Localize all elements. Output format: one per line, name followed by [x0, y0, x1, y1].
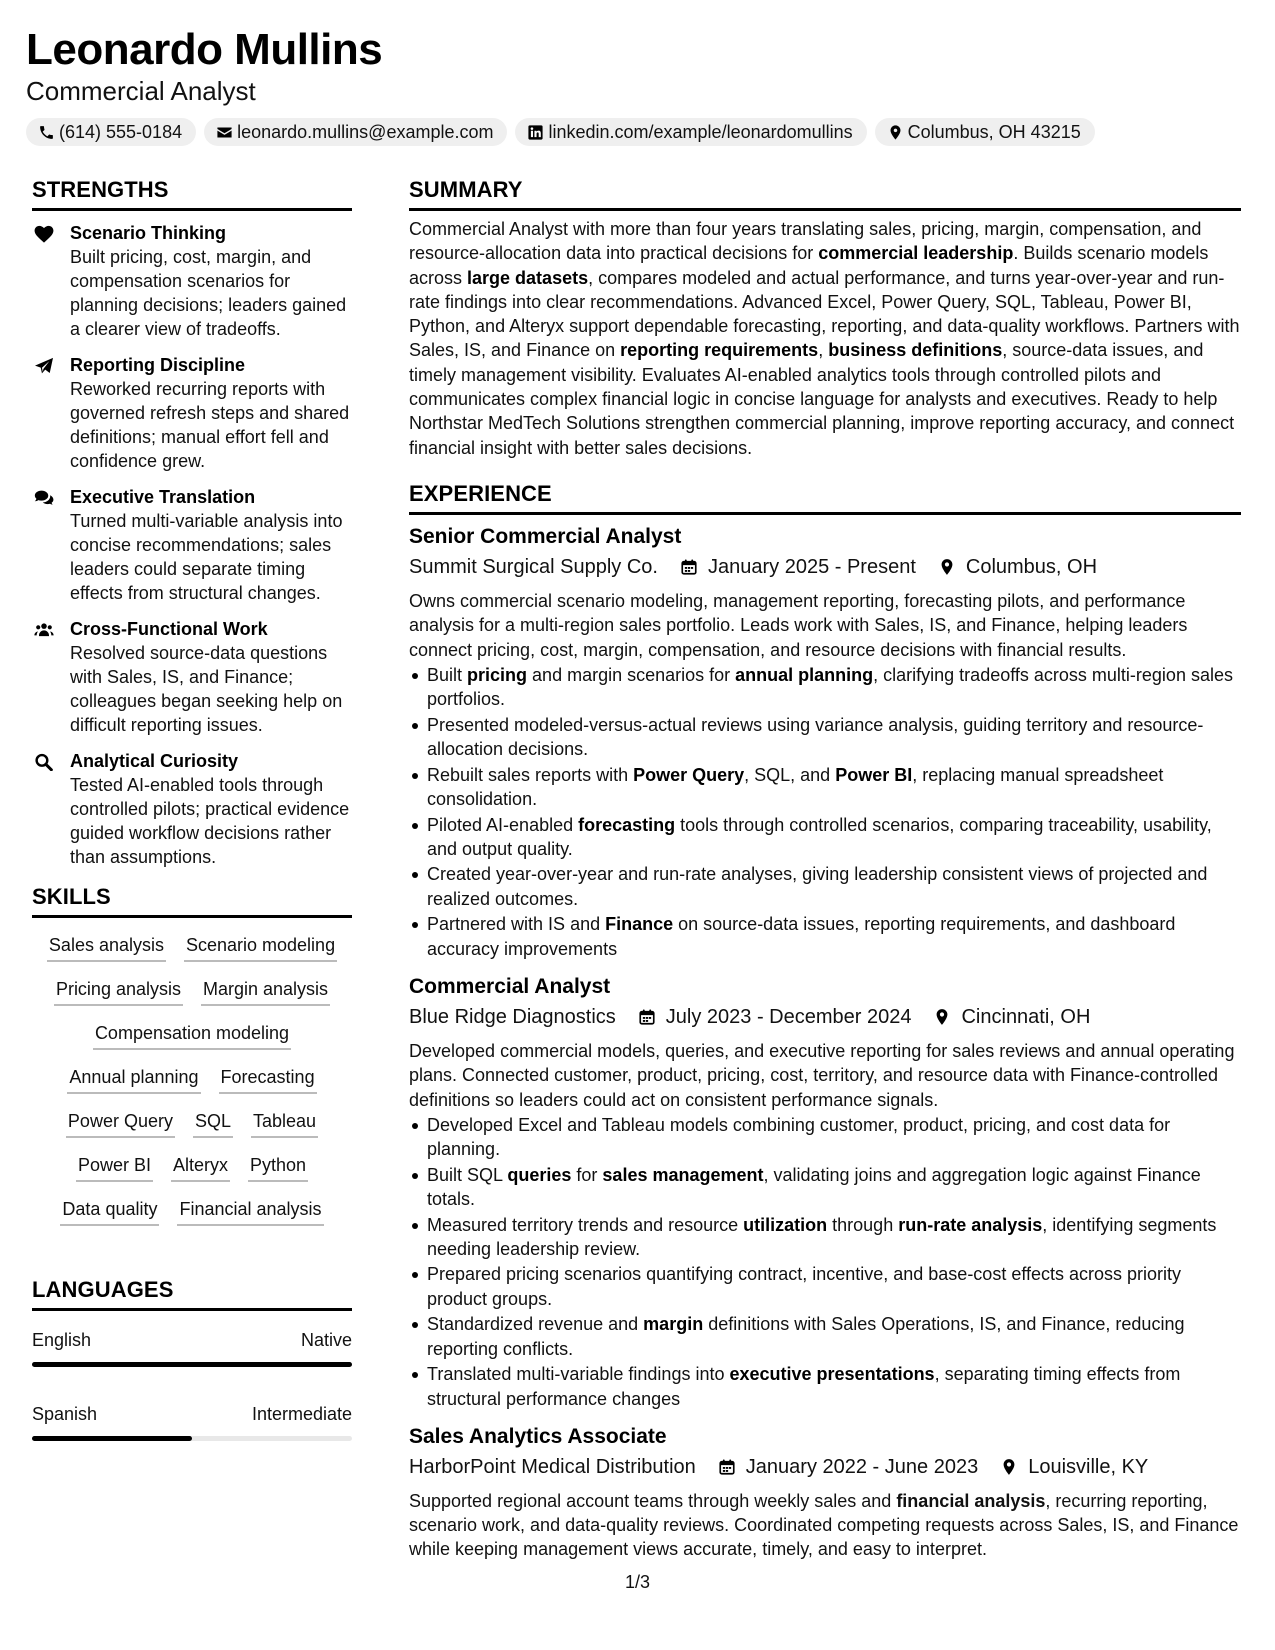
heart-icon: [32, 221, 70, 341]
text-run: , source-data issues, and timely management visibility. Evaluates AI-enabled analytics tools through controlled pilots and communicates complex financial logic in concise language for analysts and executives. Ready to help Northstar MedTech Solutions strengthen commercial planning, improve reporting accuracy, and connect financial insight with better sales decisions.: [409, 340, 1235, 458]
summary-section: [409, 176, 1241, 460]
language-level: Native: [300, 1330, 352, 1350]
strength-description: Built pricing, cost, margin, and compensation scenarios for planning decisions; leaders gained a clearer view of tradeoffs.: [70, 247, 347, 339]
text-run: through: [827, 1214, 899, 1235]
skill-tag: Tableau: [251, 1110, 318, 1138]
bold-text: large datasets: [467, 267, 589, 288]
text-run: on source-data issues, reporting requirements, and dashboard accuracy improvements: [427, 914, 1176, 959]
phone-contact[interactable]: [26, 118, 196, 146]
job-meta: [409, 1003, 1241, 1031]
text-run: , clarifying tradeoffs across multi-region sales portfolios.: [427, 664, 1233, 710]
jobs-list: [409, 523, 1241, 1562]
bold-text: reporting requirements: [620, 340, 819, 361]
bold-text: pricing: [467, 664, 528, 685]
users-icon: [32, 617, 70, 737]
text-run: Built: [427, 664, 468, 685]
text-run: Rebuilt sales reports with: [427, 764, 634, 785]
achievement-item: [409, 1362, 1241, 1411]
skill-tag: Annual planning: [67, 1066, 200, 1094]
left-column: [32, 176, 352, 1441]
linkedin-contact[interactable]: [515, 118, 866, 146]
bold-text: Power Query: [633, 764, 745, 785]
achievement-item: [409, 1113, 1241, 1162]
languages-list: [32, 1329, 352, 1441]
text-run: . Builds scenario models across: [409, 243, 1209, 288]
job-entry: [409, 523, 1241, 961]
right-column: [409, 176, 1241, 1562]
achievement-item: [409, 763, 1241, 812]
bold-text: executive presentations: [729, 1364, 935, 1385]
language-name: Spanish: [32, 1404, 98, 1424]
calendar-icon: [638, 1008, 666, 1026]
job-meta: [409, 1453, 1241, 1481]
job-description: [409, 1489, 1241, 1562]
bold-text: sales management: [602, 1164, 764, 1185]
strength-title: Scenario Thinking: [70, 223, 227, 243]
bold-text: financial analysis: [896, 1490, 1046, 1511]
achievement-item: [409, 1312, 1241, 1361]
calendar-icon: [718, 1458, 746, 1476]
strength-item: [32, 617, 352, 737]
text-run: , separating timing effects from structural performance changes: [427, 1364, 1181, 1409]
text-run: Built SQL: [427, 1164, 508, 1185]
job-role: Sales Analytics Associate: [409, 1424, 667, 1448]
text-run: Prepared pricing scenarios quantifying contract, incentive, and base-cost effects across priority product groups.: [427, 1264, 1182, 1309]
job-role: Commercial Analyst: [409, 974, 611, 998]
text-run: , recurring reporting, scenario work, and data-quality reviews. Coordinated competing requests across Sales, IS, and Finance while keeping management views accurate, timely, and easy to interpret.: [409, 1490, 1239, 1560]
language-row: [32, 1403, 352, 1425]
job-location: Columbus, OH: [965, 555, 1098, 578]
bold-text: utilization: [743, 1214, 828, 1235]
location-contact: [875, 118, 1095, 146]
strength-body: [70, 485, 352, 605]
candidate-title: Commercial Analyst: [26, 76, 256, 106]
paper-plane-icon: [32, 353, 70, 473]
strength-description: Turned multi-variable analysis into concise recommendations; sales leaders could separate timing effects from structural changes.: [70, 511, 343, 603]
text-run: , validating joins and aggregation logic against Finance totals.: [427, 1164, 1201, 1209]
language-proficiency-bar: [32, 1362, 352, 1367]
language-item: [32, 1329, 352, 1367]
bold-text: margin: [643, 1314, 704, 1335]
skill-tag: Margin analysis: [201, 978, 330, 1006]
strength-title: Cross-Functional Work: [70, 619, 268, 639]
achievement-item: [409, 1213, 1241, 1262]
text-run: , compares modeled and actual performance, and turns year-over-year and run-rate findings into clear recommendations. Advanced Excel, Power Query, SQL, Tableau, Power BI, Python, and Alteryx support dependable forecasting, reporting, and data-quality workflows. Partners with Sales, IS, and Finance on: [409, 267, 1240, 361]
linkedin-text: linkedin.com/example/leonardomullins: [548, 121, 853, 142]
skill-tag: Power BI: [76, 1154, 153, 1182]
company-name: Summit Surgical Supply Co.: [409, 555, 658, 578]
text-run: Standardized revenue and: [427, 1314, 644, 1335]
job-entry: [409, 1423, 1241, 1562]
comments-icon: [32, 485, 70, 605]
achievement-item: [409, 862, 1241, 911]
strengths-list: [32, 221, 352, 869]
strength-item: [32, 353, 352, 473]
achievement-item: [409, 912, 1241, 961]
achievement-item: [409, 813, 1241, 862]
phone-icon: [38, 124, 55, 141]
languages-section: [32, 1276, 352, 1441]
skill-tag: Power Query: [66, 1110, 175, 1138]
strength-title: Analytical Curiosity: [70, 751, 239, 771]
company-name: Blue Ridge Diagnostics: [409, 1005, 616, 1028]
text-run: for: [571, 1164, 603, 1185]
resume-header: [26, 24, 1249, 146]
text-run: Supported regional account teams through weekly sales and: [409, 1490, 897, 1511]
strength-body: [70, 221, 352, 341]
bold-text: Finance: [605, 914, 674, 935]
achievement-item: [409, 1262, 1241, 1311]
skill-tag: Alteryx: [171, 1154, 230, 1182]
skills-section: [32, 883, 352, 1226]
skill-tag: Financial analysis: [177, 1198, 323, 1226]
text-run: definitions with Sales Operations, IS, and Finance, reducing reporting conflicts.: [427, 1314, 1185, 1359]
job-meta: [409, 553, 1241, 581]
achievement-item: [409, 713, 1241, 762]
skills-heading: SKILLS: [32, 883, 352, 918]
language-level: Intermediate: [251, 1404, 352, 1424]
skill-tag: Scenario modeling: [184, 934, 337, 962]
map-pin-icon: [1000, 1458, 1028, 1476]
strengths-section: [32, 176, 352, 869]
strength-title: Reporting Discipline: [70, 355, 246, 375]
job-description: Developed commercial models, queries, and executive reporting for sales reviews and annual operating plans. Connected customer, product, pricing, cost, territory, and resource data with Finance-controlled definitions so leaders could act on consistent performance signals.: [409, 1040, 1235, 1110]
job-description: Owns commercial scenario modeling, management reporting, forecasting pilots, and performance analysis for a multi-region sales portfolio. Leads work with Sales, IS, and Finance, helping leaders connect pricing, cost, margin, compensation, and resource decisions with financial results.: [409, 590, 1188, 660]
envelope-icon: [216, 124, 233, 141]
map-pin-icon: [938, 558, 966, 576]
search-icon: [32, 749, 70, 869]
company-name: HarborPoint Medical Distribution: [409, 1455, 696, 1478]
language-proficiency-bar: [32, 1436, 352, 1441]
strength-description: Tested AI-enabled tools through controlled pilots; practical evidence guided workflow decisions rather than assumptions.: [70, 775, 350, 867]
skill-tag: Forecasting: [219, 1066, 317, 1094]
text-run: Measured territory trends and resource: [427, 1214, 744, 1235]
summary-heading: SUMMARY: [409, 176, 1241, 211]
page-number: 1/3: [624, 1572, 651, 1592]
text-run: Translated multi-variable findings into: [427, 1364, 730, 1385]
achievement-item: [409, 663, 1241, 712]
skills-list: [32, 934, 352, 1226]
text-run: ,: [818, 340, 829, 361]
language-proficiency-fill: [32, 1362, 352, 1367]
email-contact[interactable]: [204, 118, 507, 146]
bold-text: queries: [507, 1164, 572, 1185]
text-run: Piloted AI-enabled: [427, 814, 579, 835]
strength-item: [32, 749, 352, 869]
bold-text: business definitions: [828, 340, 1003, 361]
strength-title: Executive Translation: [70, 487, 256, 507]
contact-bar: [26, 118, 1249, 146]
text-run: , SQL, and: [744, 764, 836, 785]
achievement-list: [409, 663, 1241, 961]
skill-tag: Sales analysis: [47, 934, 166, 962]
text-run: Commercial Analyst with more than four years translating sales, pricing, margin, compensation, and resource-allocation data into practical decisions for: [409, 219, 1202, 264]
languages-heading: LANGUAGES: [32, 1276, 352, 1311]
achievement-list: [409, 1113, 1241, 1411]
language-name: English: [32, 1330, 92, 1350]
strengths-heading: STRENGTHS: [32, 176, 352, 211]
text-run: tools through controlled scenarios, comparing traceability, usability, and output quality.: [427, 814, 1212, 859]
email-text: leonardo.mullins@example.com: [237, 121, 494, 142]
text-run: Developed Excel and Tableau models combining customer, product, pricing, and cost data for planning.: [427, 1114, 1171, 1160]
text-run: , replacing manual spreadsheet consolidation.: [427, 764, 1164, 809]
language-item: [32, 1403, 352, 1441]
strength-item: [32, 485, 352, 605]
linkedin-icon: [527, 124, 544, 141]
job-location: Cincinnati, OH: [961, 1005, 1091, 1028]
skill-tag: Data quality: [60, 1198, 159, 1226]
calendar-icon: [680, 558, 708, 576]
text-run: Created year-over-year and run-rate analyses, giving leadership consistent views of projected and realized outcomes.: [427, 864, 1208, 909]
summary-text: [409, 217, 1241, 460]
strength-description: Reworked recurring reports with governed refresh steps and shared definitions; manual effort fell and confidence grew.: [70, 379, 350, 471]
bold-text: forecasting: [578, 814, 676, 835]
job-role: Senior Commercial Analyst: [409, 524, 682, 548]
experience-heading: EXPERIENCE: [409, 480, 1241, 515]
phone-text: (614) 555-0184: [59, 121, 183, 142]
job-location: Louisville, KY: [1028, 1455, 1149, 1478]
bold-text: Power BI: [835, 764, 913, 785]
strength-description: Resolved source-data questions with Sales, IS, and Finance; colleagues began seeking help on difficult reporting issues.: [70, 643, 343, 735]
map-pin-icon: [933, 1008, 961, 1026]
text-run: and margin scenarios for: [527, 664, 736, 685]
text-run: Partnered with IS and: [427, 914, 606, 935]
job-dates: July 2023 - December 2024: [665, 1005, 912, 1028]
experience-section: [409, 480, 1241, 1562]
job-dates: January 2022 - June 2023: [745, 1455, 979, 1478]
map-pin-icon: [887, 124, 904, 141]
strength-body: [70, 353, 352, 473]
achievement-item: [409, 1163, 1241, 1212]
bold-text: run-rate analysis: [898, 1214, 1043, 1235]
strength-body: [70, 749, 352, 869]
location-text: Columbus, OH 43215: [907, 121, 1081, 142]
text-run: Presented modeled-versus-actual reviews using variance analysis, guiding territory and resource-allocation decisions.: [427, 714, 1204, 760]
job-entry: [409, 973, 1241, 1411]
skill-tag: Pricing analysis: [54, 978, 183, 1006]
bold-text: commercial leadership: [818, 243, 1014, 264]
strength-item: [32, 221, 352, 341]
bold-text: annual planning: [735, 664, 874, 685]
skill-tag: SQL: [193, 1110, 233, 1138]
skill-tag: Compensation modeling: [93, 1022, 291, 1050]
language-proficiency-fill: [32, 1436, 192, 1441]
text-run: , identifying segments needing leadership review.: [427, 1214, 1217, 1259]
language-row: [32, 1329, 352, 1351]
skill-tag: Python: [248, 1154, 308, 1182]
job-dates: January 2025 - Present: [707, 555, 916, 578]
strength-body: [70, 617, 352, 737]
candidate-name: Leonardo Mullins: [26, 25, 383, 74]
